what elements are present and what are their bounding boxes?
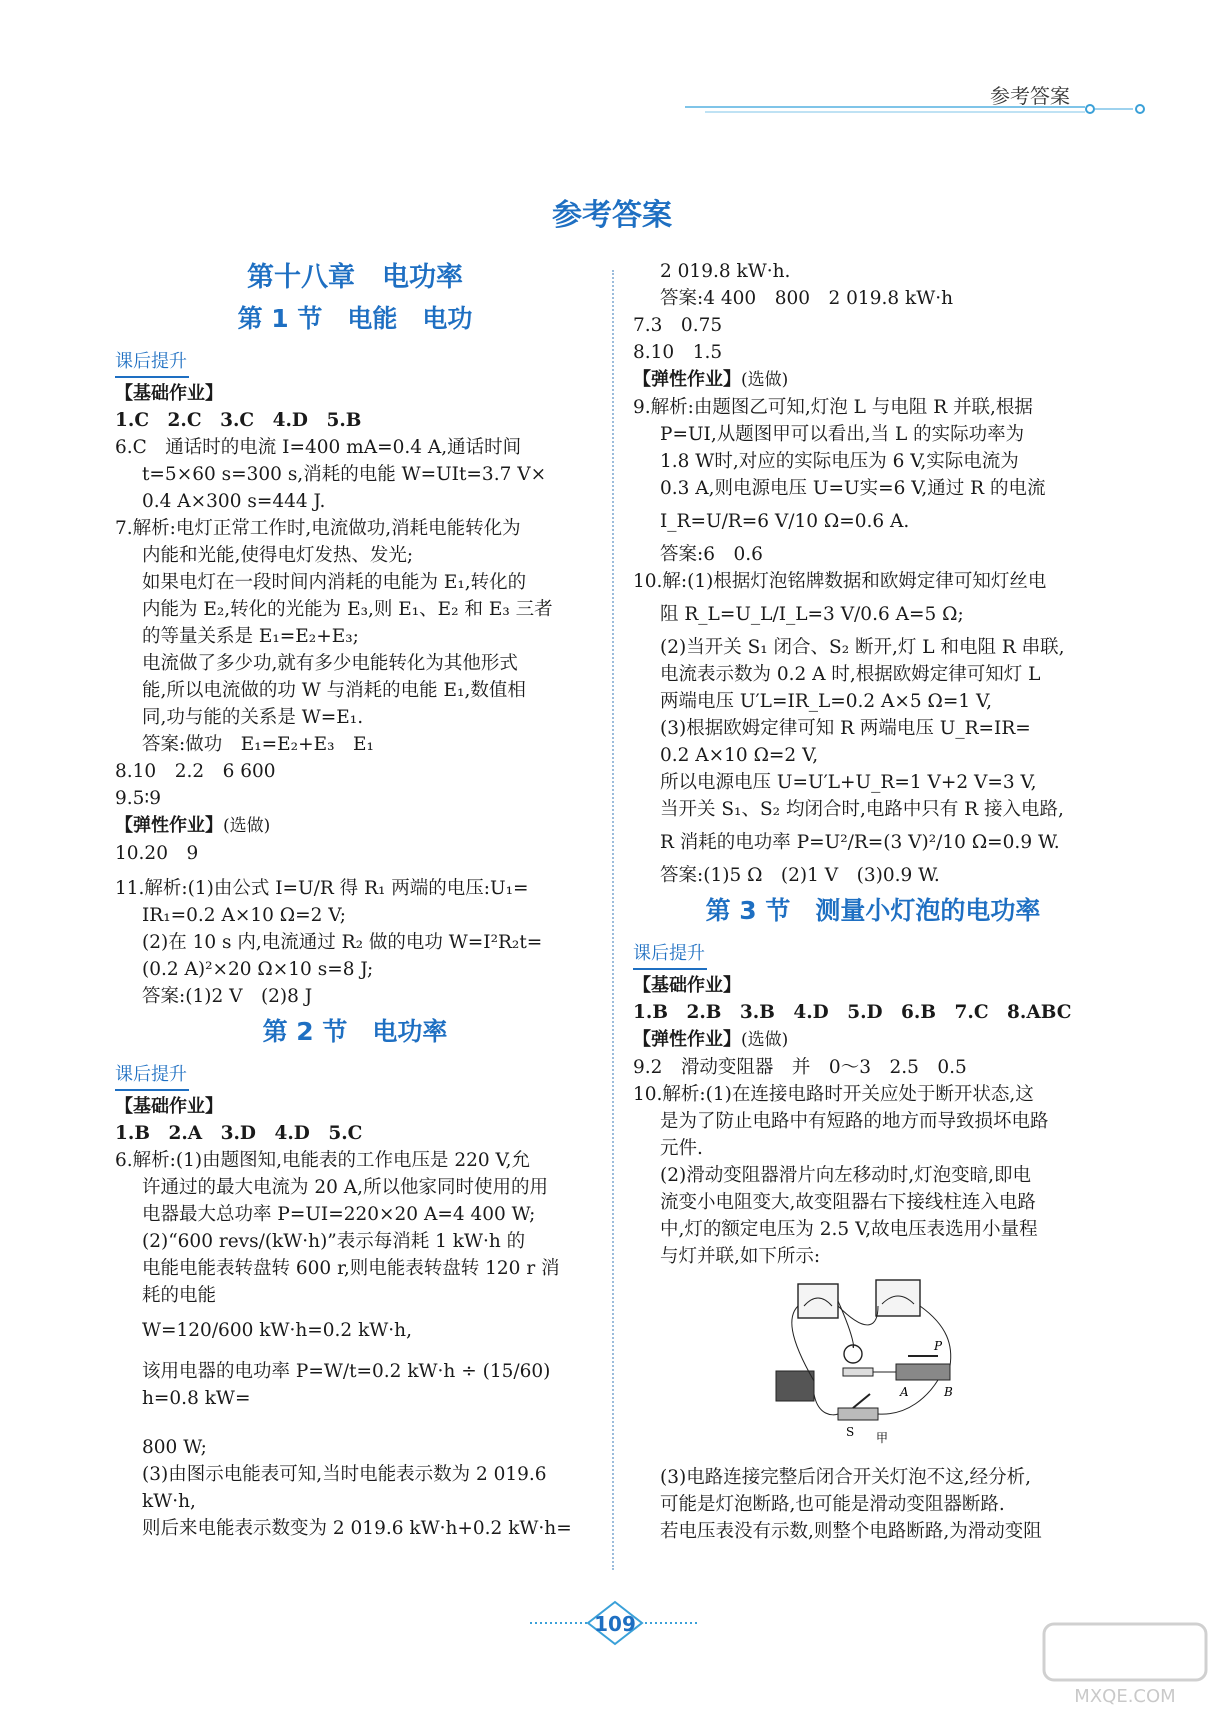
answer-line: 与灯并联,如下所示: <box>660 1246 821 1267</box>
after-class-tag: 课后提升 <box>633 940 707 970</box>
battery-icon <box>776 1371 814 1401</box>
optional-note: (选做) <box>741 1030 789 1050</box>
answer-line: 如果电灯在一段时间内消耗的电能为 E₁,转化的 <box>142 572 527 593</box>
answer-line: 耗的电能 <box>142 1285 217 1306</box>
answer-line: 内能和光能,使得电灯发热、发光; <box>142 545 414 566</box>
answer-line: 800 W; <box>142 1437 207 1458</box>
answer-line: 答案:(1)5 Ω (2)1 V (3)0.9 W. <box>660 865 940 886</box>
answer-line: 若电压表没有示数,则整个电路断路,为滑动变阻 <box>660 1521 1042 1542</box>
page-title: 参考答案 <box>552 198 672 233</box>
label-p: P <box>934 1339 943 1353</box>
answer-line: 9.2 滑动变阻器 并 0～3 2.5 0.5 <box>633 1057 967 1078</box>
left-column <box>115 258 595 1542</box>
answer-line: 答案:6 0.6 <box>660 544 763 565</box>
header-rule <box>685 104 1150 116</box>
ammeter-icon <box>798 1284 838 1318</box>
answer-line: 答案:4 400 800 2 019.8 kW·h <box>660 288 954 309</box>
answer-line: 能,所以电流做的功 W 与消耗的电能 E₁,数值相 <box>142 680 526 701</box>
answer-line: 7.解析:电灯正常工作时,电流做功,消耗电能转化为 <box>115 518 521 539</box>
answer-line: 0.4 A×300 s=444 J. <box>142 491 326 512</box>
circuit-diagram <box>758 1276 988 1446</box>
answer-line: 可能是灯泡断路,也可能是滑动变阻器断路. <box>660 1494 1005 1515</box>
optional-note: (选做) <box>741 370 789 390</box>
elastic-label: 【弹性作业】 <box>115 815 223 836</box>
answer-line: 10.解析:(1)在连接电路时开关应处于断开状态,这 <box>633 1084 1034 1105</box>
basic-homework-label: 【基础作业】 <box>115 383 223 404</box>
section-title-1: 第 1 节 电能 电功 <box>237 304 473 333</box>
answer-line: 所以电源电压 U=U′L+U_R=1 V+2 V=3 V, <box>660 772 1037 793</box>
answer-line: 电流做了多少功,就有多少电能转化为其他形式 <box>142 653 518 674</box>
answer-line: (2)滑动变阻器滑片向左移动时,灯泡变暗,即电 <box>660 1165 1031 1186</box>
answer-line: P=UI,从题图甲可以看出,当 L 的实际功率为 <box>660 424 1025 445</box>
basic-homework-label: 【基础作业】 <box>115 1096 223 1117</box>
answer-line: 2 019.8 kW·h. <box>660 261 791 282</box>
answer-line: 11.解析:(1)由公式 I=U/R 得 R₁ 两端的电压:U₁= <box>115 878 529 899</box>
answer-line: 6.C 通话时的电流 I=400 mA=0.4 A,通话时间 <box>115 437 522 458</box>
answer-line: 1.C 2.C 3.C 4.D 5.B <box>115 410 362 431</box>
watermark-logo <box>1040 1620 1210 1710</box>
answer-line: 电流表示数为 0.2 A 时,根据欧姆定律可知灯 L <box>660 664 1041 685</box>
column-divider <box>612 270 614 1570</box>
answer-line: 8.10 1.5 <box>633 342 723 363</box>
answer-line: 6.解析:(1)由题图知,电能表的工作电压是 220 V,允 <box>115 1150 531 1171</box>
answer-line: 1.B 2.B 3.B 4.D 5.D 6.B 7.C 8.ABC <box>633 1002 1072 1023</box>
section-title-2: 第 2 节 电功率 <box>262 1017 448 1046</box>
answer-line: 9.5∶9 <box>115 788 162 809</box>
watermark-text: MXQE.COM <box>1074 1686 1176 1707</box>
after-class-tag: 课后提升 <box>115 1061 189 1091</box>
answer-line: I_R=U/R=6 V/10 Ω=0.6 A. <box>660 511 910 532</box>
voltmeter-icon <box>876 1280 920 1316</box>
answer-line: R 消耗的电功率 P=U²/R=(3 V)²/10 Ω=0.9 W. <box>660 832 1060 853</box>
answer-line: 0.3 A,则电源电压 U=U实=6 V,通过 R 的电流 <box>660 478 1046 499</box>
answer-line: 阻 R_L=U_L/I_L=3 V/0.6 A=5 Ω; <box>660 604 964 625</box>
answer-line: 8.10 2.2 6 600 <box>115 761 276 782</box>
optional-note: (选做) <box>223 816 271 836</box>
label-jia: 甲 <box>876 1431 889 1445</box>
answer-line: 0.2 A×10 Ω=2 V, <box>660 745 819 766</box>
answer-line: IR₁=0.2 A×10 Ω=2 V; <box>142 905 346 926</box>
right-column <box>633 258 1113 1545</box>
answer-line: (2)在 10 s 内,电流通过 R₂ 做的电功 W=I²R₂t= <box>142 932 543 953</box>
answer-line: 1.8 W时,对应的实际电压为 6 V,实际电流为 <box>660 451 1019 472</box>
answer-line: 当开关 S₁、S₂ 均闭合时,电路中只有 R 接入电路, <box>660 799 1064 820</box>
label-b: B <box>944 1385 953 1399</box>
answer-line: (3)由图示电能表可知,当时电能表示数为 2 019.6 kW·h, <box>142 1464 547 1512</box>
answer-line: 该用电器的电功率 P=W/t=0.2 kW·h ÷ (15/60) h=0.8 kW= <box>142 1361 551 1409</box>
label-s: S <box>846 1425 855 1439</box>
answer-line: 则后来电能表示数变为 2 019.6 kW·h+0.2 kW·h= <box>142 1518 572 1539</box>
answer-line: 同,功与能的关系是 W=E₁. <box>142 707 364 728</box>
answer-line: 1.B 2.A 3.D 4.D 5.C <box>115 1123 363 1144</box>
running-header: 参考答案 <box>990 84 1070 108</box>
answer-line: 是为了防止电路中有短路的地方而导致损坏电路 <box>660 1111 1049 1132</box>
elastic-label: 【弹性作业】 <box>633 369 741 390</box>
answer-line: t=5×60 s=300 s,消耗的电能 W=UIt=3.7 V× <box>142 464 547 485</box>
answer-line: 电能电能表转盘转 600 r,则电能表转盘转 120 r 消 <box>142 1258 560 1279</box>
elastic-homework-label <box>633 1026 1113 1054</box>
chapter-title: 第十八章 电功率 <box>247 262 463 293</box>
basic-homework-label: 【基础作业】 <box>633 975 741 996</box>
after-class-tag: 课后提升 <box>115 348 189 378</box>
answer-line: (3)根据欧姆定律可知 R 两端电压 U_R=IR= <box>660 718 1031 739</box>
answer-line: 10.解:(1)根据灯泡铭牌数据和欧姆定律可知灯丝电 <box>633 571 1047 592</box>
answer-line: (0.2 A)²×20 Ω×10 s=8 J; <box>142 959 374 980</box>
rheostat-icon <box>896 1364 950 1380</box>
circuit-figure <box>633 1276 1113 1454</box>
answer-line: 两端电压 U′L=IR_L=0.2 A×5 Ω=1 V, <box>660 691 993 712</box>
answer-line: (3)电路连接完整后闭合开关灯泡不这,经分析, <box>660 1467 1031 1488</box>
page-number: 109 <box>594 1612 636 1636</box>
elastic-homework-label <box>633 366 1113 394</box>
answer-line: 许通过的最大电流为 20 A,所以他家同时使用的用 <box>142 1177 549 1198</box>
answer-line: 电器最大总功率 P=UI=220×20 A=4 400 W; <box>142 1204 536 1225</box>
answer-line: 9.解析:由题图乙可知,灯泡 L 与电阻 R 并联,根据 <box>633 397 1033 418</box>
answer-line: 流变小电阻变大,故变阻器右下接线柱连入电路 <box>660 1192 1036 1213</box>
answer-line: 内能为 E₂,转化的光能为 E₃,则 E₁、E₂ 和 E₃ 三者 <box>142 599 553 620</box>
answer-line: (2)“600 revs/(kW·h)”表示每消耗 1 kW·h 的 <box>142 1231 526 1252</box>
answer-line: 的等量关系是 E₁=E₂+E₃; <box>142 626 359 647</box>
label-a: A <box>900 1385 909 1399</box>
answer-line: 元件. <box>660 1138 703 1159</box>
elastic-label: 【弹性作业】 <box>633 1029 741 1050</box>
answer-line: 答案:做功 E₁=E₂+E₃ E₁ <box>142 734 374 755</box>
answer-line: 10.20 9 <box>115 843 199 864</box>
section-title-3: 第 3 节 测量小灯泡的电功率 <box>705 896 1041 925</box>
answer-line: 中,灯的额定电压为 2.5 V,故电压表选用小量程 <box>660 1219 1038 1240</box>
elastic-homework-label <box>115 812 595 840</box>
answer-line: W=120/600 kW·h=0.2 kW·h, <box>142 1320 412 1341</box>
answer-line: 7.3 0.75 <box>633 315 723 336</box>
answer-line: (2)当开关 S₁ 闭合、S₂ 断开,灯 L 和电阻 R 串联, <box>660 637 1065 658</box>
switch-icon <box>838 1408 878 1420</box>
answer-line: 答案:(1)2 V (2)8 J <box>142 986 313 1007</box>
